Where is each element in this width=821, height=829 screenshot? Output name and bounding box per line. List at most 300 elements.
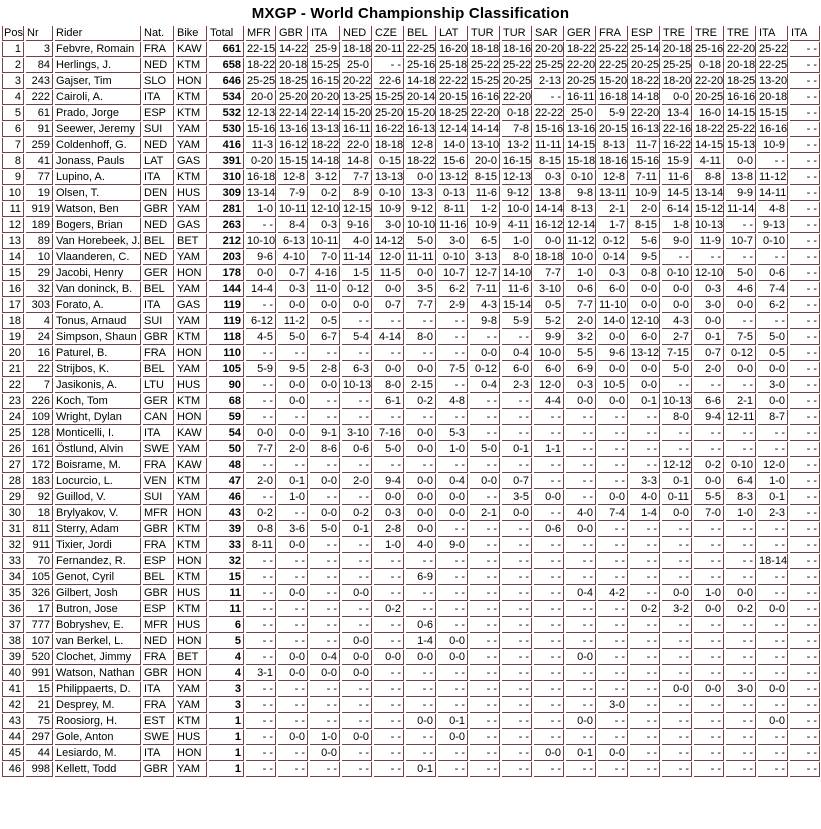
cell-gp-score: 0-3 xyxy=(694,282,724,297)
cell-gp-score: 7-11 xyxy=(470,282,500,297)
cell-bike: HUS xyxy=(176,586,207,601)
cell-gp-score: 0-0 xyxy=(470,346,500,361)
cell-total: 15 xyxy=(209,570,244,585)
header-row xyxy=(2,26,820,41)
cell-pos: 32 xyxy=(2,538,24,553)
cell-gp-score: - - xyxy=(598,554,628,569)
cell-gp-score: 10-9 xyxy=(374,202,404,217)
table-row xyxy=(2,378,820,393)
cell-gp-score: 18-18 xyxy=(342,42,372,57)
cell-gp-score: - - xyxy=(438,314,468,329)
cell-gp-score: - - xyxy=(310,490,340,505)
cell-rider: Desprey, M. xyxy=(55,698,141,713)
cell-gp-score: 16-12 xyxy=(534,218,564,233)
cell-gp-score: 8-13 xyxy=(598,138,628,153)
cell-total: 661 xyxy=(209,42,244,57)
cell-gp-score: 11-7 xyxy=(630,138,660,153)
cell-gp-score: 8-6 xyxy=(310,442,340,457)
cell-gp-score: - - xyxy=(694,570,724,585)
cell-gp-score: - - xyxy=(790,122,820,137)
table-row xyxy=(2,362,820,377)
cell-nat: GBR xyxy=(143,522,174,537)
cell-gp-score: - - xyxy=(758,618,788,633)
classification-table xyxy=(0,25,821,778)
cell-rider: Seewer, Jeremy xyxy=(55,122,141,137)
table-row xyxy=(2,234,820,249)
cell-nr: 21 xyxy=(26,698,53,713)
cell-bike: YAM xyxy=(176,442,207,457)
cell-pos: 14 xyxy=(2,250,24,265)
column-header-tur-13: TUR xyxy=(470,26,500,41)
cell-gp-score: 2-0 xyxy=(566,314,596,329)
cell-gp-score: - - xyxy=(374,58,404,73)
cell-gp-score: 3-5 xyxy=(406,282,436,297)
cell-total: 105 xyxy=(209,362,244,377)
cell-nr: 128 xyxy=(26,426,53,441)
cell-rider: Watson, Nathan xyxy=(55,666,141,681)
cell-gp-score: 9-6 xyxy=(246,250,276,265)
cell-gp-score: 2-1 xyxy=(598,202,628,217)
cell-gp-score: 13-14 xyxy=(694,186,724,201)
cell-gp-score: 8-15 xyxy=(534,154,564,169)
cell-gp-score: 9-9 xyxy=(534,330,564,345)
cell-gp-score: 25-25 xyxy=(246,74,276,89)
cell-gp-score: 0-0 xyxy=(630,282,660,297)
cell-gp-score: 12-14 xyxy=(566,218,596,233)
cell-gp-score: - - xyxy=(566,474,596,489)
cell-bike: KTM xyxy=(176,522,207,537)
cell-gp-score: 13-14 xyxy=(246,186,276,201)
cell-gp-score: - - xyxy=(566,730,596,745)
cell-nr: 22 xyxy=(26,362,53,377)
table-row xyxy=(2,458,820,473)
cell-gp-score: 0-0 xyxy=(406,522,436,537)
cell-nr: 91 xyxy=(26,122,53,137)
cell-gp-score: 14-5 xyxy=(662,186,692,201)
cell-gp-score: - - xyxy=(342,314,372,329)
cell-gp-score: - - xyxy=(342,602,372,617)
cell-gp-score: - - xyxy=(310,634,340,649)
cell-gp-score: - - xyxy=(790,506,820,521)
cell-gp-score: - - xyxy=(662,554,692,569)
table-row xyxy=(2,250,820,265)
cell-gp-score: 7-5 xyxy=(726,330,756,345)
cell-bike: YAM xyxy=(176,698,207,713)
cell-gp-score: 3-1 xyxy=(246,666,276,681)
cell-gp-score: 1-5 xyxy=(342,266,372,281)
cell-gp-score: - - xyxy=(406,586,436,601)
cell-gp-score: - - xyxy=(790,314,820,329)
cell-gp-score: 12-8 xyxy=(598,170,628,185)
table-row xyxy=(2,634,820,649)
cell-nat: LTU xyxy=(143,378,174,393)
cell-gp-score: 0-0 xyxy=(726,298,756,313)
cell-gp-score: 22-20 xyxy=(566,58,596,73)
cell-gp-score: 9-16 xyxy=(342,218,372,233)
cell-gp-score: 0-15 xyxy=(374,154,404,169)
cell-nr: 107 xyxy=(26,634,53,649)
cell-gp-score: - - xyxy=(790,42,820,57)
cell-gp-score: - - xyxy=(502,394,532,409)
cell-gp-score: 10-9 xyxy=(758,138,788,153)
table-row xyxy=(2,282,820,297)
cell-gp-score: 20-22 xyxy=(342,74,372,89)
cell-nat: GBR xyxy=(143,586,174,601)
cell-gp-score: 14-0 xyxy=(438,138,468,153)
cell-gp-score: - - xyxy=(374,618,404,633)
cell-gp-score: - - xyxy=(630,650,660,665)
cell-gp-score: - - xyxy=(278,602,308,617)
cell-gp-score: - - xyxy=(662,714,692,729)
cell-gp-score: 6-5 xyxy=(470,234,500,249)
cell-gp-score: 12-11 xyxy=(726,410,756,425)
cell-gp-score: - - xyxy=(790,170,820,185)
cell-gp-score: 0-0 xyxy=(374,362,404,377)
cell-gp-score: - - xyxy=(790,618,820,633)
cell-rider: Genot, Cyril xyxy=(55,570,141,585)
cell-nat: ESP xyxy=(143,106,174,121)
cell-gp-score: 15-20 xyxy=(406,106,436,121)
cell-gp-score: - - xyxy=(278,714,308,729)
cell-gp-score: 3-6 xyxy=(278,522,308,537)
cell-gp-score: - - xyxy=(790,218,820,233)
cell-gp-score: - - xyxy=(374,698,404,713)
cell-nat: BEL xyxy=(143,282,174,297)
cell-gp-score: 6-7 xyxy=(310,330,340,345)
column-header-ned-9: NED xyxy=(342,26,372,41)
cell-gp-score: - - xyxy=(406,314,436,329)
cell-gp-score: - - xyxy=(438,410,468,425)
table-row xyxy=(2,394,820,409)
cell-gp-score: 25-25 xyxy=(662,58,692,73)
cell-gp-score: 0-0 xyxy=(406,170,436,185)
cell-total: 646 xyxy=(209,74,244,89)
column-header-cze-10: CZE xyxy=(374,26,404,41)
cell-gp-score: - - xyxy=(278,618,308,633)
cell-gp-score: - - xyxy=(502,714,532,729)
cell-gp-score: 0-0 xyxy=(662,282,692,297)
cell-gp-score: 0-5 xyxy=(310,314,340,329)
cell-gp-score: - - xyxy=(502,570,532,585)
cell-rider: Bobryshev, E. xyxy=(55,618,141,633)
cell-gp-score: 0-0 xyxy=(342,666,372,681)
cell-gp-score: 15-16 xyxy=(630,154,660,169)
cell-gp-score: 5-0 xyxy=(310,522,340,537)
cell-gp-score: 6-13 xyxy=(278,234,308,249)
cell-total: 59 xyxy=(209,410,244,425)
cell-gp-score: 9-12 xyxy=(406,202,436,217)
cell-gp-score: 4-0 xyxy=(406,538,436,553)
cell-gp-score: - - xyxy=(246,618,276,633)
cell-gp-score: - - xyxy=(726,666,756,681)
cell-nat: SUI xyxy=(143,122,174,137)
cell-gp-score: - - xyxy=(470,698,500,713)
cell-gp-score: 0-0 xyxy=(534,490,564,505)
cell-bike: KTM xyxy=(176,538,207,553)
cell-gp-score: - - xyxy=(790,554,820,569)
cell-gp-score: 0-2 xyxy=(726,602,756,617)
cell-gp-score: - - xyxy=(758,746,788,761)
cell-gp-score: - - xyxy=(246,394,276,409)
cell-gp-score: - - xyxy=(790,522,820,537)
cell-gp-score: - - xyxy=(534,634,564,649)
cell-gp-score: 0-0 xyxy=(566,394,596,409)
cell-gp-score: - - xyxy=(374,554,404,569)
cell-gp-score: - - xyxy=(438,746,468,761)
cell-gp-score: 14-18 xyxy=(406,74,436,89)
cell-gp-score: - - xyxy=(630,442,660,457)
cell-gp-score: 7-0 xyxy=(694,506,724,521)
cell-gp-score: 0-0 xyxy=(758,602,788,617)
cell-gp-score: - - xyxy=(630,410,660,425)
cell-gp-score: - - xyxy=(246,650,276,665)
cell-nat: SWE xyxy=(143,730,174,745)
cell-gp-score: 20-11 xyxy=(374,42,404,57)
cell-gp-score: 3-3 xyxy=(630,474,660,489)
column-header-ita-23: ITA xyxy=(790,26,820,41)
cell-rider: Forato, A. xyxy=(55,298,141,313)
cell-gp-score: 15-20 xyxy=(342,106,372,121)
cell-pos: 25 xyxy=(2,426,24,441)
cell-gp-score: 0-0 xyxy=(406,506,436,521)
cell-gp-score: - - xyxy=(598,634,628,649)
cell-gp-score: - - xyxy=(470,634,500,649)
cell-gp-score: - - xyxy=(374,682,404,697)
cell-gp-score: 0-0 xyxy=(758,362,788,377)
cell-nr: 919 xyxy=(26,202,53,217)
cell-gp-score: - - xyxy=(630,538,660,553)
cell-gp-score: - - xyxy=(790,234,820,249)
cell-total: 54 xyxy=(209,426,244,441)
cell-gp-score: - - xyxy=(566,458,596,473)
table-row xyxy=(2,618,820,633)
cell-gp-score: - - xyxy=(694,522,724,537)
cell-gp-score: - - xyxy=(726,378,756,393)
cell-gp-score: 10-9 xyxy=(630,186,660,201)
column-header-total-5: Total xyxy=(209,26,244,41)
cell-gp-score: 14-22 xyxy=(278,42,308,57)
cell-gp-score: 16-16 xyxy=(726,90,756,105)
column-header-nr-1: Nr xyxy=(26,26,53,41)
cell-gp-score: - - xyxy=(278,698,308,713)
cell-gp-score: 6-4 xyxy=(726,474,756,489)
cell-gp-score: - - xyxy=(726,442,756,457)
cell-pos: 40 xyxy=(2,666,24,681)
table-row xyxy=(2,298,820,313)
cell-gp-score: 5-9 xyxy=(598,106,628,121)
cell-gp-score: 0-20 xyxy=(246,154,276,169)
cell-gp-score: - - xyxy=(598,458,628,473)
cell-gp-score: 4-11 xyxy=(694,154,724,169)
cell-gp-score: - - xyxy=(534,618,564,633)
cell-nr: 991 xyxy=(26,666,53,681)
cell-nr: 17 xyxy=(26,602,53,617)
cell-bike: YAM xyxy=(176,122,207,137)
column-header-sar-15: SAR xyxy=(534,26,564,41)
cell-gp-score: 0-0 xyxy=(662,298,692,313)
cell-gp-score: - - xyxy=(790,74,820,89)
cell-total: 532 xyxy=(209,106,244,121)
cell-gp-score: 16-11 xyxy=(342,122,372,137)
cell-bike: HON xyxy=(176,346,207,361)
cell-gp-score: - - xyxy=(630,618,660,633)
cell-gp-score: 15-9 xyxy=(662,154,692,169)
cell-gp-score: 22-20 xyxy=(630,106,660,121)
cell-gp-score: - - xyxy=(534,698,564,713)
cell-gp-score: 12-10 xyxy=(630,314,660,329)
cell-gp-score: 7-4 xyxy=(758,282,788,297)
cell-nr: 16 xyxy=(26,346,53,361)
cell-nr: 84 xyxy=(26,58,53,73)
cell-gp-score: 0-0 xyxy=(310,474,340,489)
cell-gp-score: - - xyxy=(630,570,660,585)
cell-gp-score: 14-14 xyxy=(470,122,500,137)
cell-gp-score: 9-6 xyxy=(598,346,628,361)
table-body xyxy=(2,42,820,777)
cell-gp-score: 18-22 xyxy=(694,122,724,137)
cell-gp-score: 0-0 xyxy=(694,474,724,489)
cell-gp-score: 2-15 xyxy=(406,378,436,393)
cell-gp-score: - - xyxy=(726,618,756,633)
cell-gp-score: - - xyxy=(790,298,820,313)
column-header-pos-0: Pos xyxy=(2,26,24,41)
cell-nr: 303 xyxy=(26,298,53,313)
cell-gp-score: 3-12 xyxy=(310,170,340,185)
table-row xyxy=(2,346,820,361)
cell-gp-score: 5-9 xyxy=(246,362,276,377)
cell-pos: 31 xyxy=(2,522,24,537)
cell-total: 4 xyxy=(209,650,244,665)
cell-gp-score: - - xyxy=(630,762,660,777)
cell-gp-score: - - xyxy=(630,698,660,713)
cell-gp-score: - - xyxy=(726,218,756,233)
cell-gp-score: - - xyxy=(278,570,308,585)
cell-bike: GAS xyxy=(176,218,207,233)
cell-gp-score: 0-6 xyxy=(758,266,788,281)
cell-gp-score: 14-18 xyxy=(630,90,660,105)
cell-nat: FRA xyxy=(143,698,174,713)
cell-gp-score: 0-4 xyxy=(470,378,500,393)
cell-gp-score: - - xyxy=(694,730,724,745)
cell-gp-score: - - xyxy=(342,714,372,729)
cell-nat: ITA xyxy=(143,170,174,185)
cell-gp-score: - - xyxy=(278,346,308,361)
cell-gp-score: 9-1 xyxy=(310,426,340,441)
cell-gp-score: 16-20 xyxy=(438,42,468,57)
cell-gp-score: 13-12 xyxy=(630,346,660,361)
cell-gp-score: 6-2 xyxy=(758,298,788,313)
cell-gp-score: - - xyxy=(758,538,788,553)
cell-gp-score: 1-0 xyxy=(694,586,724,601)
table-row xyxy=(2,714,820,729)
cell-rider: Gilbert, Josh xyxy=(55,586,141,601)
cell-gp-score: 0-0 xyxy=(438,650,468,665)
cell-gp-score: - - xyxy=(726,746,756,761)
cell-gp-score: 4-6 xyxy=(726,282,756,297)
cell-gp-score: - - xyxy=(246,218,276,233)
cell-gp-score: 8-0 xyxy=(406,330,436,345)
cell-nr: 172 xyxy=(26,458,53,473)
cell-gp-score: - - xyxy=(406,730,436,745)
cell-gp-score: 18-22 xyxy=(630,74,660,89)
cell-gp-score: 8-11 xyxy=(438,202,468,217)
cell-gp-score: 0-0 xyxy=(406,266,436,281)
cell-gp-score: - - xyxy=(374,666,404,681)
cell-gp-score: 2-0 xyxy=(694,362,724,377)
cell-nr: 61 xyxy=(26,106,53,121)
cell-gp-score: 1-0 xyxy=(246,202,276,217)
cell-gp-score: - - xyxy=(790,586,820,601)
cell-gp-score: 25-20 xyxy=(278,90,308,105)
cell-total: 4 xyxy=(209,666,244,681)
cell-gp-score: 14-8 xyxy=(342,154,372,169)
cell-pos: 37 xyxy=(2,618,24,633)
cell-nat: ITA xyxy=(143,298,174,313)
cell-gp-score: - - xyxy=(502,618,532,633)
cell-gp-score: 22-20 xyxy=(470,106,500,121)
cell-gp-score: 0-4 xyxy=(438,474,468,489)
cell-gp-score: - - xyxy=(790,666,820,681)
cell-gp-score: 8-11 xyxy=(246,538,276,553)
cell-gp-score: 0-0 xyxy=(662,506,692,521)
cell-gp-score: 4-3 xyxy=(470,298,500,313)
cell-bike: HON xyxy=(176,266,207,281)
cell-gp-score: - - xyxy=(630,586,660,601)
cell-gp-score: - - xyxy=(438,666,468,681)
cell-gp-score: 0-2 xyxy=(630,602,660,617)
cell-gp-score: 16-16 xyxy=(758,122,788,137)
cell-gp-score: - - xyxy=(342,394,372,409)
table-row xyxy=(2,746,820,761)
cell-gp-score: 0-0 xyxy=(726,586,756,601)
cell-gp-score: - - xyxy=(502,746,532,761)
cell-rider: Brylyakov, V. xyxy=(55,506,141,521)
cell-nat: DEN xyxy=(143,186,174,201)
cell-gp-score: - - xyxy=(310,602,340,617)
cell-gp-score: - - xyxy=(406,602,436,617)
cell-nr: 41 xyxy=(26,154,53,169)
cell-gp-score: - - xyxy=(566,442,596,457)
cell-gp-score: 0-2 xyxy=(374,602,404,617)
cell-rider: Paturel, B. xyxy=(55,346,141,361)
cell-bike: KTM xyxy=(176,58,207,73)
cell-gp-score: 12-0 xyxy=(534,378,564,393)
cell-gp-score: - - xyxy=(790,154,820,169)
cell-gp-score: 0-2 xyxy=(310,186,340,201)
cell-gp-score: 5-0 xyxy=(278,330,308,345)
cell-gp-score: 6-0 xyxy=(630,330,660,345)
cell-nat: ITA xyxy=(143,90,174,105)
cell-gp-score: - - xyxy=(342,746,372,761)
cell-rider: Herlings, J. xyxy=(55,58,141,73)
cell-gp-score: - - xyxy=(726,538,756,553)
cell-pos: 1 xyxy=(2,42,24,57)
cell-total: 119 xyxy=(209,298,244,313)
cell-gp-score: - - xyxy=(790,394,820,409)
table-header xyxy=(2,26,820,41)
cell-gp-score: 2-7 xyxy=(662,330,692,345)
cell-gp-score: - - xyxy=(662,698,692,713)
cell-pos: 7 xyxy=(2,138,24,153)
cell-rider: Boisrame, M. xyxy=(55,458,141,473)
cell-gp-score: 15-13 xyxy=(726,138,756,153)
cell-gp-score: 0-0 xyxy=(342,586,372,601)
table-row xyxy=(2,314,820,329)
cell-gp-score: 4-0 xyxy=(342,234,372,249)
cell-gp-score: 0-0 xyxy=(406,714,436,729)
table-row xyxy=(2,474,820,489)
cell-gp-score: - - xyxy=(630,426,660,441)
